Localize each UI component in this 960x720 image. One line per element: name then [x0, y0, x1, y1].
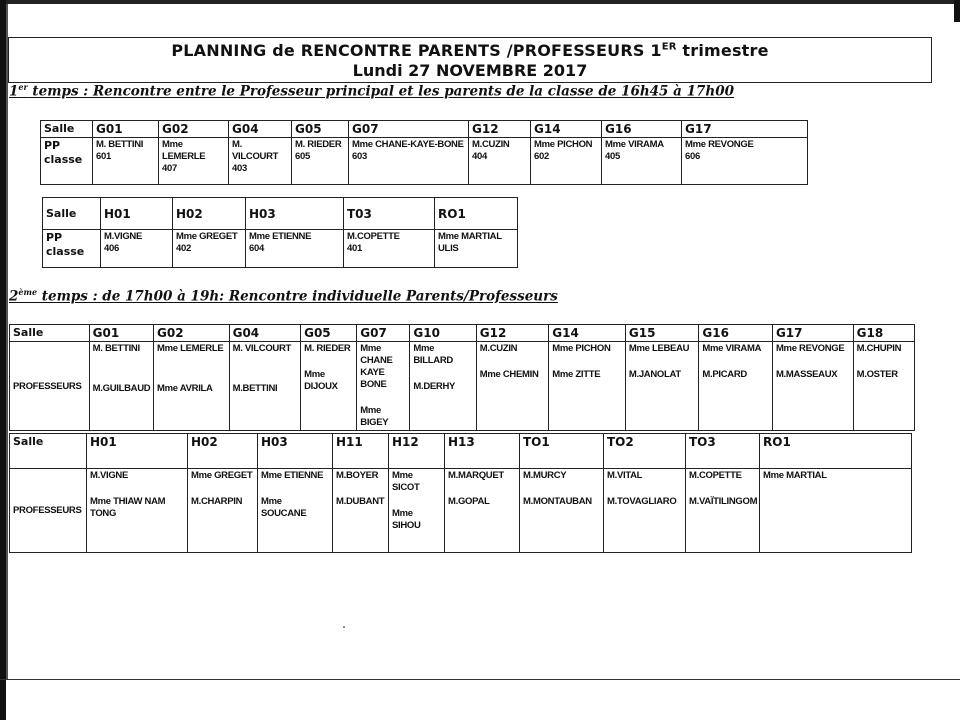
- room-cell: G02: [159, 121, 229, 138]
- room-cell: G16: [699, 325, 773, 342]
- teacher-name: M.PICARD: [702, 369, 747, 380]
- section-heading-second: [9, 287, 558, 305]
- table-teachers-h-t-rooms: [9, 433, 912, 553]
- classe-label: classe: [46, 245, 85, 258]
- scan-border-top: [0, 0, 960, 4]
- room-cell: G01: [93, 121, 159, 138]
- class-code: 605: [295, 151, 310, 162]
- title-superscript: ER: [661, 41, 677, 53]
- section2-superscript: ème: [18, 287, 38, 297]
- room-cell: G07: [357, 325, 410, 342]
- pp-name: M.CUZIN: [472, 139, 510, 150]
- salle-label: Salle: [41, 121, 93, 138]
- table-pp-h-rooms: [42, 197, 518, 268]
- table-row-professeurs: [10, 469, 912, 553]
- room-cell: G12: [469, 121, 531, 138]
- pp-cell: [344, 230, 435, 268]
- class-code: 601: [96, 151, 111, 162]
- teacher-cell: [604, 469, 686, 553]
- teacher-name: Mme PICHON: [552, 343, 611, 354]
- teacher-name: M. BETTINI: [92, 343, 140, 354]
- room-cell: H13: [445, 434, 520, 469]
- teacher-name: Mme VIRAMA: [702, 343, 762, 354]
- teacher-name: M.BETTINI: [232, 383, 278, 394]
- room-cell: G05: [292, 121, 349, 138]
- pp-label: PP: [44, 139, 61, 152]
- pp-cell: [469, 138, 531, 185]
- room-cell: G14: [549, 325, 626, 342]
- room-cell: TO2: [604, 434, 686, 469]
- section-heading-first: [9, 82, 734, 100]
- title-end-text: trimestre: [676, 41, 769, 60]
- room-cell: H03: [258, 434, 333, 469]
- room-cell: RO1: [435, 198, 518, 230]
- pp-name: Mme PICHON: [534, 139, 593, 150]
- pp-name: Mme REVONGE: [685, 139, 754, 150]
- teacher-name: Mme THIAW NAM TONG: [90, 496, 166, 519]
- class-code: 604: [249, 243, 264, 254]
- pp-name: Mme VIRAMA: [605, 139, 664, 150]
- teacher-name: M.VITAL: [607, 470, 643, 481]
- teacher-name: Mme BIGEY: [360, 405, 389, 428]
- class-code: 407: [162, 163, 177, 174]
- teacher-name: M.MONTAUBAN: [523, 496, 592, 507]
- teacher-name: M.JANOLAT: [628, 369, 681, 380]
- pp-classe-label: [41, 138, 93, 185]
- document-title-box: [8, 37, 932, 83]
- teacher-name: Mme LEBEAU: [628, 343, 690, 354]
- room-cell: T03: [344, 198, 435, 230]
- room-cell: G04: [229, 121, 292, 138]
- pp-name: M. VILCOURT: [232, 139, 279, 162]
- section2-number: 2: [9, 288, 19, 305]
- scan-margin-line: [6, 4, 8, 680]
- class-code: ULIS: [438, 243, 459, 254]
- pp-name: Mme CHANE-KAYE-BONE: [352, 139, 464, 150]
- document-title: [9, 41, 931, 60]
- table-row-salle: [43, 198, 518, 230]
- teacher-name: Mme BILLARD: [413, 343, 453, 366]
- pp-cell: [349, 138, 469, 185]
- room-cell: RO1: [760, 434, 912, 469]
- table-row-salle: [10, 325, 915, 342]
- table-row-pp: [43, 230, 518, 268]
- teacher-name: M.MURCY: [523, 470, 567, 481]
- room-cell: G07: [349, 121, 469, 138]
- teacher-name: M.DERHY: [413, 381, 456, 392]
- pp-cell: [531, 138, 602, 185]
- room-cell: G14: [531, 121, 602, 138]
- teacher-name: Mme LEMERLE: [157, 343, 224, 354]
- teacher-cell: [760, 469, 912, 553]
- teacher-name: M.OSTER: [856, 369, 898, 380]
- teacher-name: M.VIGNE: [90, 470, 129, 481]
- teacher-name: Mme GREGET: [191, 470, 253, 481]
- teacher-name: Mme CHEMIN: [479, 369, 539, 380]
- teacher-name: Mme SOUCANE: [261, 496, 307, 519]
- table-pp-g-rooms: [40, 120, 808, 185]
- room-cell: G02: [154, 325, 230, 342]
- teacher-name: M.COPETTE: [689, 470, 742, 481]
- teacher-name: Mme ZITTE: [552, 369, 601, 380]
- teacher-name: M.GOPAL: [448, 496, 490, 507]
- table-row-professeurs: [10, 342, 915, 431]
- teacher-name: Mme CHANE KAYE BONE: [360, 343, 393, 390]
- pp-name: M.COPETTE: [347, 231, 400, 242]
- salle-label: Salle: [10, 434, 87, 469]
- teacher-name: M.DUBANT: [336, 496, 385, 507]
- pp-cell: [435, 230, 518, 268]
- teacher-cell: [520, 469, 604, 553]
- room-cell: H01: [87, 434, 188, 469]
- teacher-name: M.MARQUET: [448, 470, 504, 481]
- room-cell: G10: [410, 325, 476, 342]
- pp-cell: [173, 230, 246, 268]
- table-row-pp: [41, 138, 808, 185]
- teacher-name: M.CHARPIN: [191, 496, 243, 507]
- class-code: 603: [352, 151, 367, 162]
- pp-name: Mme LEMERLE: [162, 139, 206, 162]
- teacher-cell: [301, 342, 357, 431]
- room-cell: G01: [89, 325, 153, 342]
- teacher-cell: [410, 342, 476, 431]
- section1-number: 1: [9, 83, 19, 100]
- class-code: 405: [605, 151, 620, 162]
- room-cell: G15: [625, 325, 699, 342]
- pp-cell: [602, 138, 682, 185]
- teacher-name: M.GUILBAUD: [92, 383, 151, 394]
- pp-cell: [93, 138, 159, 185]
- teacher-name: Mme AVRILA: [157, 383, 213, 394]
- teacher-cell: [772, 342, 853, 431]
- room-cell: H01: [101, 198, 173, 230]
- room-cell: G18: [853, 325, 914, 342]
- title-main-text: PLANNING de RENCONTRE PARENTS /PROFESSEURS 1: [171, 41, 662, 60]
- scan-speck: [343, 626, 345, 628]
- scan-corner-mark: [954, 0, 960, 22]
- pp-cell: [101, 230, 173, 268]
- teacher-cell: [476, 342, 549, 431]
- teacher-name: Mme ETIENNE: [261, 470, 324, 481]
- pp-cell: [682, 138, 808, 185]
- pp-label: PP: [46, 231, 63, 244]
- room-cell: G17: [682, 121, 808, 138]
- teacher-cell: [686, 469, 760, 553]
- room-cell: G04: [229, 325, 301, 342]
- room-cell: H11: [333, 434, 389, 469]
- room-cell: H12: [389, 434, 445, 469]
- teacher-cell: [87, 469, 188, 553]
- room-cell: H02: [188, 434, 258, 469]
- teacher-cell: [154, 342, 230, 431]
- room-cell: G17: [772, 325, 853, 342]
- teacher-name: M.BOYER: [336, 470, 379, 481]
- teacher-name: M.CHUPIN: [856, 343, 902, 354]
- salle-label: Salle: [10, 325, 90, 342]
- teacher-name: Mme SICOT: [392, 470, 420, 493]
- pp-name: M. BETTINI: [96, 139, 144, 150]
- class-code: 403: [232, 163, 247, 174]
- section2-text: temps : de 17h00 à 19h: Rencontre individuelle Parents/Professeurs: [37, 288, 558, 305]
- salle-label: Salle: [43, 198, 101, 230]
- teacher-name: M.VAÏTILINGOM: [689, 496, 758, 507]
- professeurs-label: PROFESSEURS: [10, 342, 90, 431]
- teacher-cell: [333, 469, 389, 553]
- teacher-cell: [853, 342, 914, 431]
- teacher-name: Mme SIHOU: [392, 508, 421, 531]
- pp-cell: [246, 230, 344, 268]
- pp-name: Mme ETIENNE: [249, 231, 312, 242]
- teacher-name: Mme REVONGE: [775, 343, 845, 354]
- class-code: 606: [685, 151, 700, 162]
- teacher-name: M. VILCOURT: [232, 343, 292, 354]
- class-code: 404: [472, 151, 487, 162]
- pp-cell: [229, 138, 292, 185]
- pp-cell: [292, 138, 349, 185]
- scan-border-bottom: [0, 679, 960, 680]
- teacher-cell: [445, 469, 520, 553]
- class-code: 402: [176, 243, 191, 254]
- document-date: Lundi 27 NOVEMBRE 2017: [352, 61, 588, 80]
- teacher-cell: [699, 342, 773, 431]
- room-cell: H02: [173, 198, 246, 230]
- teacher-cell: [188, 469, 258, 553]
- teacher-name: M.TOVAGLIARO: [607, 496, 677, 507]
- class-code: 406: [104, 243, 119, 254]
- teacher-cell: [389, 469, 445, 553]
- classe-label: classe: [44, 153, 83, 166]
- teacher-cell: [89, 342, 153, 431]
- room-cell: TO3: [686, 434, 760, 469]
- room-cell: H03: [246, 198, 344, 230]
- room-cell: G05: [301, 325, 357, 342]
- class-code: 401: [347, 243, 362, 254]
- teacher-name: M.MASSEAUX: [775, 369, 838, 380]
- room-cell: G12: [476, 325, 549, 342]
- teacher-cell: [625, 342, 699, 431]
- professeurs-label: PROFESSEURS: [10, 469, 87, 553]
- class-code: 602: [534, 151, 549, 162]
- teacher-name: M.CUZIN: [479, 343, 518, 354]
- room-cell: TO1: [520, 434, 604, 469]
- pp-classe-label: [43, 230, 101, 268]
- table-teachers-g-rooms: [9, 324, 915, 431]
- teacher-cell: [229, 342, 301, 431]
- teacher-cell: [357, 342, 410, 431]
- teacher-cell: [549, 342, 626, 431]
- pp-name: Mme GREGET: [176, 231, 238, 242]
- table-row-salle: [10, 434, 912, 469]
- pp-name: Mme MARTIAL: [438, 231, 502, 242]
- teacher-name: Mme MARTIAL: [763, 470, 827, 481]
- room-cell: G16: [602, 121, 682, 138]
- section1-superscript: er: [18, 82, 28, 92]
- pp-name: M. RIEDER: [295, 139, 342, 150]
- teacher-cell: [258, 469, 333, 553]
- teacher-name: Mme DIJOUX: [304, 369, 338, 392]
- table-row-salle: [41, 121, 808, 138]
- section1-text: temps : Rencontre entre le Professeur principal et les parents de la classe de 16h45 à 17h00: [27, 83, 734, 100]
- pp-cell: [159, 138, 229, 185]
- pp-name: M.VIGNE: [104, 231, 143, 242]
- teacher-name: M. RIEDER: [304, 343, 351, 354]
